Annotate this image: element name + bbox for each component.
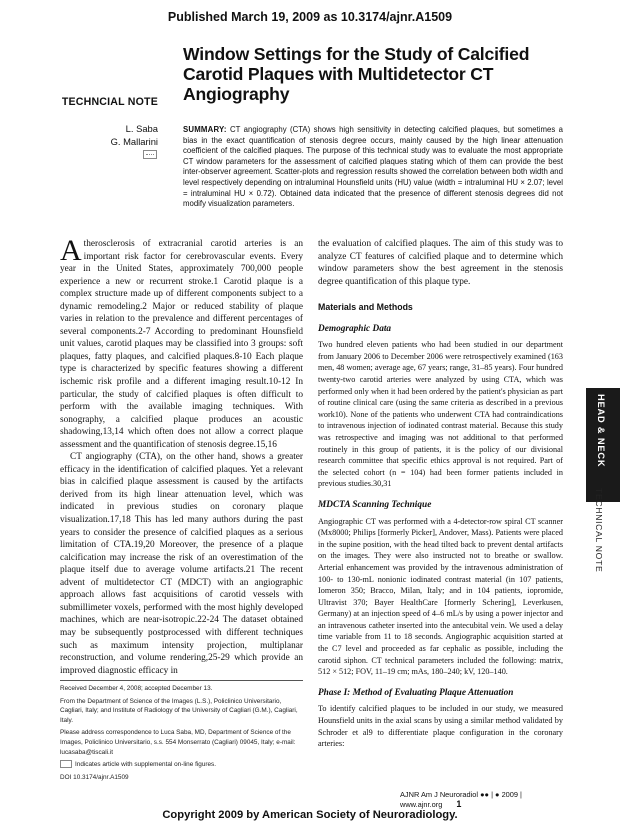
author-name: G. Mallarini (110, 136, 158, 147)
subsection-heading: Demographic Data (318, 323, 392, 334)
article-footnotes (60, 684, 303, 785)
body-paragraph: CT angiography (CTA), on the other hand, shows a greater efficacy in the identification of calcified plaques. Yet a relevant bias in calcified plaque assessment is caused by the artifacts derived from its high linear attenuation level, which was indicated in previous studies on coronary plaque visualization.17,18 This has led many authors during the past years to consider the presence of calcified plaques as a serious limitation of CTA.19,20 Moreover, the presence of a plaque calcification may increase the risk of an overestimation of the plaque itself due to average volume artifacts.21 The recent advent of multidetector CT (MDCT) with an angiographic approach allows fast acquisitions of carotid vessels with submillimeter voxels, performed with the most highly developed machines, which are near-isotropic.22-24 The dataset obtained may be subsequently postprocessed with different techniques such as maximum intensity projection, multiplanar reconstruction, and volume rendering,25-29 which provide an improved diagnostic efficacy in (60, 452, 303, 676)
body-column-right (318, 238, 563, 750)
page-footer (400, 790, 568, 809)
body-paragraph: To identify calcified plaques to be included in our study, we measured Hounsfield units in the axial scans by using a similar method validated by Schroder et al9 to differentiate plaque configuration in the coronary arteries: (318, 704, 563, 749)
published-banner: Published March 19, 2009 as 10.3174/ajnr.A1509 (167, 10, 453, 24)
body-paragraph: the evaluation of calcified plaques. The aim of this study was to analyze CT features of calcified plaque and to determine which window parameters show the best agreement in the stenosis degree quantification of this plaque type. (318, 239, 563, 287)
doi-note: DOI 10.3174/ajnr.A1509 (60, 773, 129, 781)
supplemental-material-icon (143, 150, 157, 159)
supplemental-material-icon (60, 760, 72, 768)
intro-paragraph: Atherosclerosis of extracranial carotid arteries is an important risk factor for cerebrovascular events. Every year in the United States, approximately 700,000 people experience a new or recurrent stroke.1 Carotid plaque is a complex structure made up of different components subject to a dynamic remodeling.2 Major or reduced stability of plaque varies in relation to the prevalence and different percentages of several components.2-7 According to predominant Hounsfield unit values, carotid plaques may be classified into 3 groups: soft plaques, fatty plaques, and calcified plaques.8-10 Each plaque type is characterized by specific features showing a different ischemic risk profile and a different imaging result.10-12 In particular, the study of calcified plaques is often difficult to perform with the available imaging techniques. With sonography, a calcified plaque produces an acoustic shadowing,13,14 which often does not allow a correct plaque assessment and the quantification of stenosis degree.15,16 (60, 234, 303, 450)
journal-citation: AJNR Am J Neuroradiol ●● | ● 2009 | www.ajnr.org (400, 790, 522, 809)
received-note: Received December 4, 2008; accepted December 13. (60, 685, 213, 692)
supplemental-note: Indicates article with supplemental on-line figures. (60, 760, 303, 770)
body-column-left (60, 234, 303, 677)
side-article-type: TECHNICAL NOTE (594, 488, 604, 573)
footnote-divider (60, 680, 303, 681)
subsection-heading: Phase I: Method of Evaluating Plaque Attenuation (318, 687, 514, 698)
section-tab (586, 388, 620, 502)
section-tab-label: HEAD & NECK (596, 394, 606, 468)
drop-cap: A (60, 234, 82, 267)
body-paragraph: Angiographic CT was performed with a 4-detector-row spiral CT scanner (Mx8000; Philips [formerly Picker], Andover, Mass). Patients were placed in the supine position, with the head tilted back to prevent dental artifacts on the images. They were also instructed not to breathe or swallow. Arterial enhancement was provided by the intravenous administration of 100- to 130-mL nonionic iodinated contrast material (in 107 patients, Iomeron 350; Bracco, Milan, Italy; and in 104 patients, iopromide, Ultravist 370; Bayer HealthCare [formerly Schering], Leverkusen, Germany) at an injection speed of 4–6 mL/s by using a power injector and an intravenous catheter inserted into the antecubital vein. We used a delay time variable from 11 to 18 seconds. Angiographic acquisition started at the C7 level and proceeded as far cephalic as possible, including the carotid siphon. CT technical parameters included the following: matrix, 512 × 512; FOV, 11–19 cm; mAs, 180–240; kV, 120–140. (318, 516, 563, 677)
article-type-label: TECHNCIAL NOTE (61, 96, 158, 108)
abstract (183, 125, 563, 210)
abstract-text: CT angiography (CTA) shows high sensitivity in detecting calcified plaques, but sometimes a bias in the exact quantification of stenosis degree occurs, mainly caused by the high linear attenuation coefficient of the calcified plaques. The purpose of this technical study was to evaluate the most appropriate CT window parameters for the assessment of calcified plaques stating which of them can provide the best inter-observer agreement. Scatter-plots and regression results showed the correlation between both width and level respectively depending on intraluminal Hounsfield units (HU) value (width = intraluminal HU × 2.07; level = intraluminal HU × 0.72). Obtained data indicated that the presence of different stenosis degrees did not modify visualization parameters. (183, 125, 563, 209)
abstract-label: SUMMARY: (183, 125, 227, 134)
body-paragraph: Two hundred eleven patients who had been studied in our department from January 2006 to December 2006 were retrospectively examined (163 men, 48 women; average age, 67 years; range, 31–85 years). Four hundred twenty-two carotid arteries were analyzed by using CTA, which was performed only when it had been ordered by the patient's physician as part of routine clinical care (using the same criteria as described in a previous work10). None of the patients who underwent CTA had contraindications to intravenous injection of iodinated contrast material. Because this study was retrospective and imaging was not additional to that performed routinely in this group of patients, it is the policy of our divisional research committee that specific ethics approval is not required. Part of the selected cohort (n = 104) had been former patients included in previous studies.30,31 (318, 340, 563, 489)
section-heading: Materials and Methods (318, 302, 413, 313)
author-name: L. Saba (125, 123, 158, 134)
correspondence-note: Please address correspondence to Luca Saba, MD, Department of Science of the Images, Policlinico Universitario, s.s. 554 Monserrato (Cagliari) 09045, Italy; e-mail: lucasaba@tiscali.it (60, 729, 296, 756)
copyright-line: Copyright 2009 by American Society of Neuroradiology. (162, 809, 458, 821)
affiliation-note: From the Department of Science of the Images (L.S.), Policlinico Universitario, Cagliari, Italy; and Institute of Radiology of the University of Cagliari (G.M.), Cagliari, Italy. (60, 697, 298, 724)
subsection-heading: MDCTA Scanning Technique (318, 500, 432, 510)
author-list (60, 122, 158, 148)
page-number: 1 (456, 799, 462, 809)
article-title: Window Settings for the Study of Calcified Carotid Plaques with Multidetector CT Angiography (183, 44, 530, 104)
